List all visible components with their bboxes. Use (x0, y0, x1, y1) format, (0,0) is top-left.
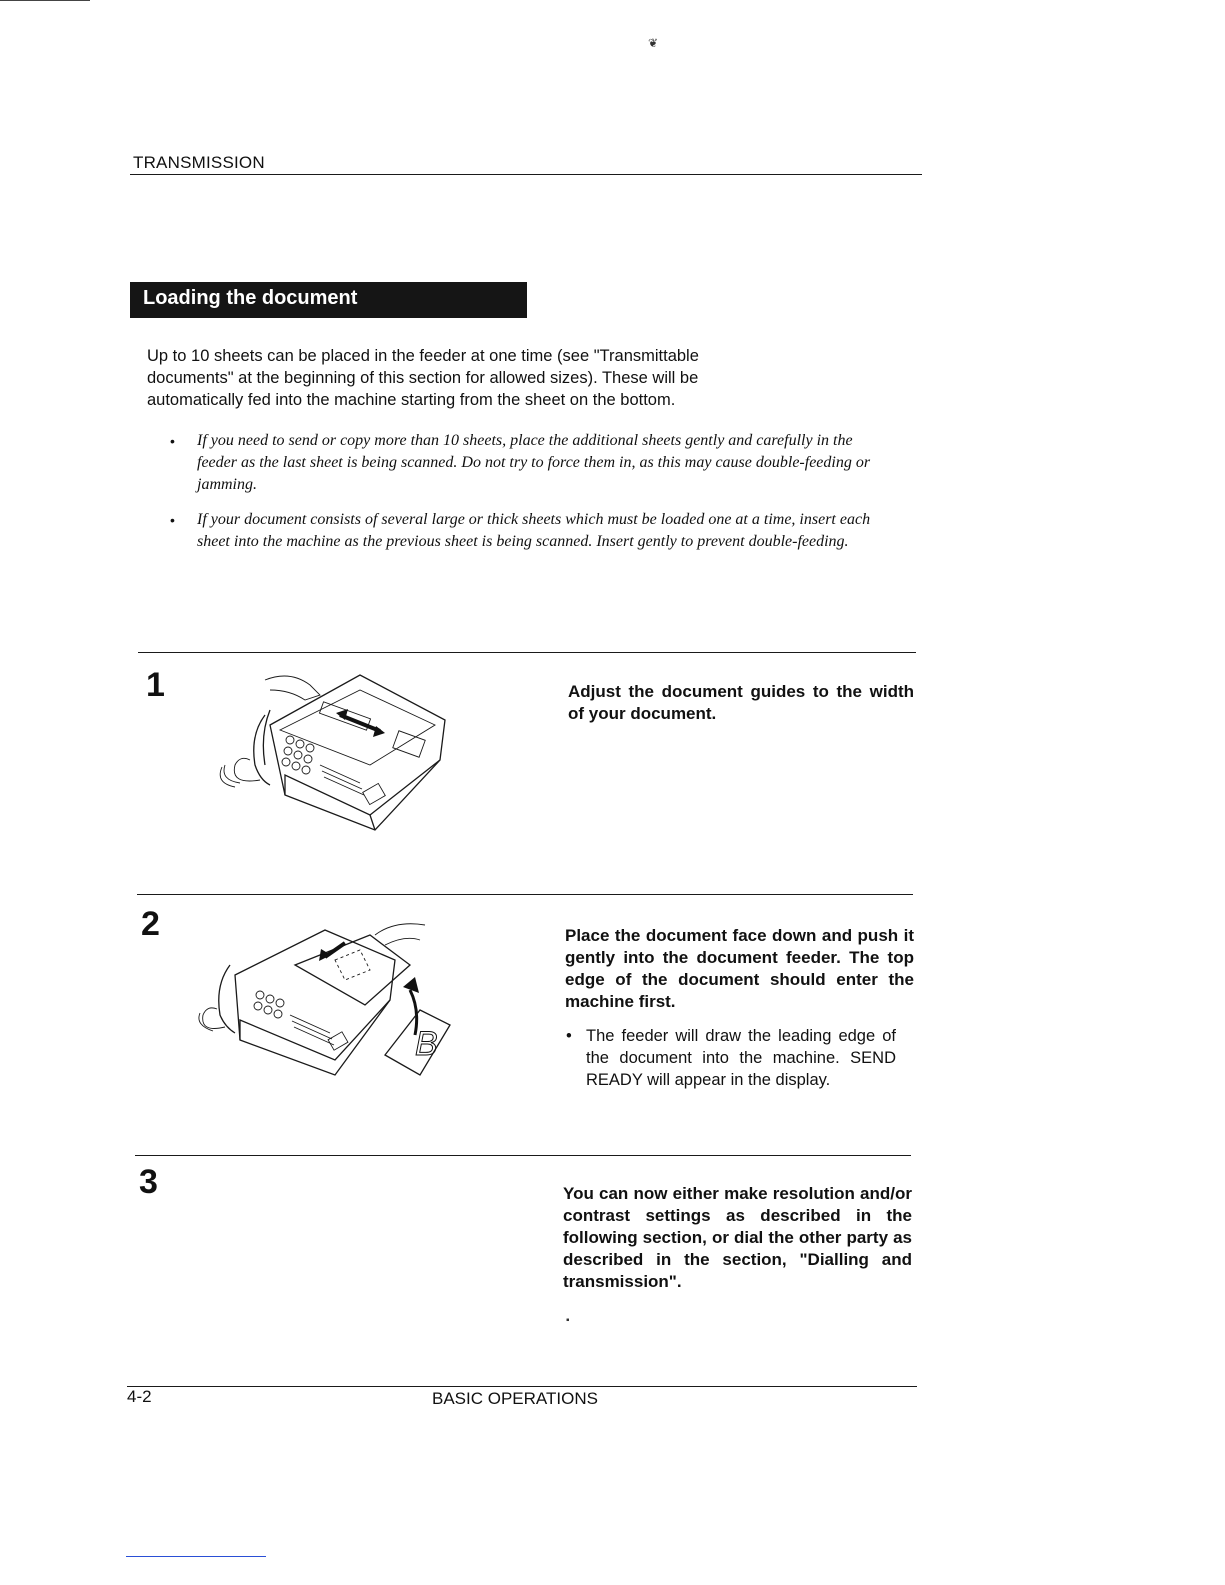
bullet-icon: • (170, 512, 175, 528)
step-divider (137, 894, 913, 895)
fax-insert-document-illustration (195, 915, 465, 1090)
page-number: 4-2 (127, 1387, 152, 1406)
step-divider (138, 652, 916, 653)
intro-paragraph: Up to 10 sheets can be placed in the feeder at one time (see "Transmittable documents" at the beginning of this section for allowed sizes). These will be automatically fed into the machine starting from the sheet on the bottom. (147, 347, 699, 409)
document-letter: B (415, 1025, 438, 1063)
step-number: 3 (139, 1163, 158, 1201)
step-note-text: The feeder will draw the leading edge of the document into the machine. SEND READY will appear in the display. (586, 1027, 896, 1089)
step-instruction: You can now either make resolution and/or contrast settings as described in the following section, or dial the other party as described in the section, "Dialling and transmission". (563, 1184, 912, 1291)
note-item (170, 430, 880, 500)
running-header: TRANSMISSION (133, 153, 265, 172)
bullet-icon: • (566, 1027, 572, 1045)
note-item (170, 509, 880, 579)
scan-speck: ▪ (566, 1315, 570, 1326)
scan-speck: ❦ (648, 36, 659, 50)
footer-section-name: BASIC OPERATIONS (432, 1389, 598, 1408)
footer-rule (127, 1386, 917, 1387)
header-rule (130, 174, 922, 175)
section-title-bar (130, 282, 527, 318)
step-instruction: Adjust the document guides to the width of your document. (568, 682, 914, 723)
section-title: Loading the document (143, 287, 358, 309)
note-text: If you need to send or copy more than 10 sheets, place the additional sheets gently and carefully in the feeder as the last sheet is being scanned. Do not try to force them in, as this may cause double-feeding or jamming. (197, 432, 871, 493)
step-note (566, 1025, 896, 1115)
step-number: 2 (141, 905, 160, 943)
step-divider (135, 1155, 911, 1156)
bullet-icon: • (170, 433, 175, 449)
step-number: 1 (146, 666, 165, 704)
scan-edge-line (126, 1556, 266, 1557)
step-instruction: Place the document face down and push it gently into the document feeder. The top edge of the document should enter the machine first. (565, 926, 914, 1011)
scan-edge-line (0, 0, 90, 1)
fax-guides-illustration (210, 665, 460, 845)
note-text: If your document consists of several large or thick sheets which must be loaded one at a time, insert each sheet into the machine as the previous sheet is being scanned. Insert gently to prevent double-feeding. (197, 511, 871, 550)
